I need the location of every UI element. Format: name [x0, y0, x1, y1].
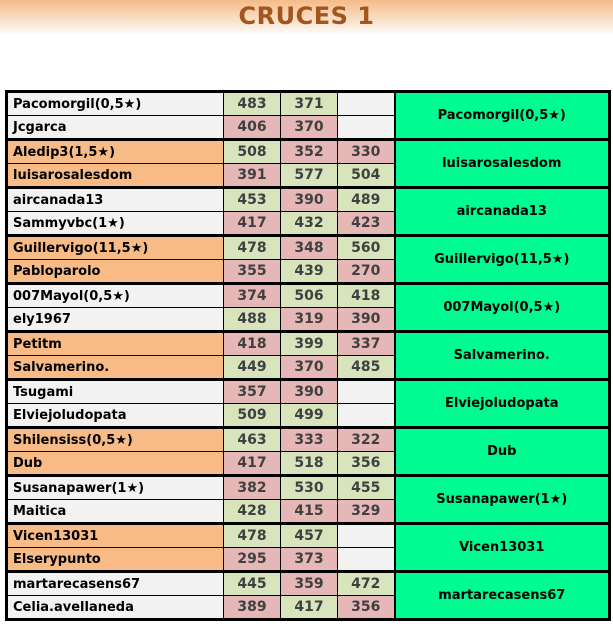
score-cell[interactable]: 457 — [281, 524, 338, 548]
player-row — [7, 332, 610, 356]
score-cell[interactable]: 322 — [338, 428, 395, 452]
score-cell[interactable]: 295 — [224, 548, 281, 572]
score-cell[interactable]: 370 — [281, 356, 338, 380]
score-cell[interactable]: 428 — [224, 500, 281, 524]
score-cell[interactable]: 348 — [281, 236, 338, 260]
cruces-table — [5, 90, 611, 621]
pairs-body — [7, 92, 610, 620]
score-cell[interactable]: 355 — [224, 260, 281, 284]
player-name-cell[interactable]: Dub — [7, 452, 224, 476]
score-cell[interactable]: 359 — [281, 572, 338, 596]
player-name-cell[interactable]: aircanada13 — [7, 188, 224, 212]
score-cell[interactable]: 333 — [281, 428, 338, 452]
score-cell[interactable]: 330 — [338, 140, 395, 164]
player-row — [7, 284, 610, 308]
player-row — [7, 188, 610, 212]
player-name-cell[interactable]: Celia.avellaneda — [7, 596, 224, 620]
score-cell[interactable]: 432 — [281, 212, 338, 236]
player-name-cell[interactable]: Pabloparolo — [7, 260, 224, 284]
score-cell[interactable]: 489 — [338, 188, 395, 212]
player-name-cell[interactable]: Guillervigo(11,5★) — [7, 236, 224, 260]
player-name-cell[interactable]: Sammyvbc(1★) — [7, 212, 224, 236]
empty-score-cell[interactable] — [338, 380, 395, 404]
player-name-cell[interactable]: martarecasens67 — [7, 572, 224, 596]
score-cell[interactable]: 390 — [338, 308, 395, 332]
empty-score-cell[interactable] — [338, 92, 395, 116]
score-cell[interactable]: 499 — [281, 404, 338, 428]
score-cell[interactable]: 488 — [224, 308, 281, 332]
winner-name-cell[interactable]: luisarosalesdom — [395, 140, 610, 188]
score-cell[interactable]: 352 — [281, 140, 338, 164]
title-banner — [0, 0, 613, 34]
player-row — [7, 572, 610, 596]
player-row — [7, 476, 610, 500]
winner-name-cell[interactable]: Guillervigo(11,5★) — [395, 236, 610, 284]
winner-name-cell[interactable]: Pacomorgil(0,5★) — [395, 92, 610, 140]
score-cell[interactable]: 382 — [224, 476, 281, 500]
score-cell[interactable]: 356 — [338, 596, 395, 620]
score-cell[interactable]: 509 — [224, 404, 281, 428]
player-name-cell[interactable]: 007Mayol(0,5★) — [7, 284, 224, 308]
score-cell[interactable]: 530 — [281, 476, 338, 500]
empty-score-cell[interactable] — [338, 116, 395, 140]
score-cell[interactable]: 370 — [281, 116, 338, 140]
score-cell[interactable]: 485 — [338, 356, 395, 380]
player-row — [7, 380, 610, 404]
page-title: CRUCES 1 — [238, 2, 375, 30]
score-cell[interactable]: 373 — [281, 548, 338, 572]
score-cell[interactable]: 418 — [224, 332, 281, 356]
score-cell[interactable]: 415 — [281, 500, 338, 524]
score-cell[interactable]: 518 — [281, 452, 338, 476]
empty-score-cell[interactable] — [338, 404, 395, 428]
score-cell[interactable]: 483 — [224, 92, 281, 116]
score-cell[interactable]: 270 — [338, 260, 395, 284]
empty-score-cell[interactable] — [338, 524, 395, 548]
player-name-cell[interactable]: Maitica — [7, 500, 224, 524]
score-cell[interactable]: 508 — [224, 140, 281, 164]
score-cell[interactable]: 478 — [224, 524, 281, 548]
winner-name-cell[interactable]: Elviejoludopata — [395, 380, 610, 428]
player-name-cell[interactable]: luisarosalesdom — [7, 164, 224, 188]
score-cell[interactable]: 472 — [338, 572, 395, 596]
winner-name-cell[interactable]: Dub — [395, 428, 610, 476]
score-cell[interactable]: 337 — [338, 332, 395, 356]
player-name-cell[interactable]: Jcgarca — [7, 116, 224, 140]
score-cell[interactable]: 399 — [281, 332, 338, 356]
score-cell[interactable]: 371 — [281, 92, 338, 116]
player-row — [7, 524, 610, 548]
player-name-cell[interactable]: Elserypunto — [7, 548, 224, 572]
score-cell[interactable]: 417 — [224, 452, 281, 476]
winner-name-cell[interactable]: Vicen13031 — [395, 524, 610, 572]
player-name-cell[interactable]: Elviejoludopata — [7, 404, 224, 428]
player-name-cell[interactable]: Susanapawer(1★) — [7, 476, 224, 500]
score-cell[interactable]: 560 — [338, 236, 395, 260]
empty-score-cell[interactable] — [338, 548, 395, 572]
player-row — [7, 236, 610, 260]
score-cell[interactable]: 577 — [281, 164, 338, 188]
player-name-cell[interactable]: Tsugami — [7, 380, 224, 404]
player-row — [7, 428, 610, 452]
score-cell[interactable]: 449 — [224, 356, 281, 380]
player-name-cell[interactable]: Pacomorgil(0,5★) — [7, 92, 224, 116]
score-cell[interactable]: 418 — [338, 284, 395, 308]
winner-name-cell[interactable]: Susanapawer(1★) — [395, 476, 610, 524]
player-name-cell[interactable]: Salvamerino. — [7, 356, 224, 380]
score-cell[interactable]: 390 — [281, 380, 338, 404]
player-name-cell[interactable]: Aledip3(1,5★) — [7, 140, 224, 164]
winner-name-cell[interactable]: martarecasens67 — [395, 572, 610, 620]
player-row — [7, 140, 610, 164]
score-cell[interactable]: 506 — [281, 284, 338, 308]
winner-name-cell[interactable]: aircanada13 — [395, 188, 610, 236]
score-cell[interactable]: 463 — [224, 428, 281, 452]
score-cell[interactable]: 406 — [224, 116, 281, 140]
score-cell[interactable]: 417 — [281, 596, 338, 620]
winner-name-cell[interactable]: Salvamerino. — [395, 332, 610, 380]
player-name-cell[interactable]: ely1967 — [7, 308, 224, 332]
score-cell[interactable]: 504 — [338, 164, 395, 188]
winner-name-cell[interactable]: 007Mayol(0,5★) — [395, 284, 610, 332]
score-cell[interactable]: 445 — [224, 572, 281, 596]
player-name-cell[interactable]: Petitm — [7, 332, 224, 356]
score-cell[interactable]: 329 — [338, 500, 395, 524]
score-cell[interactable]: 423 — [338, 212, 395, 236]
score-cell[interactable]: 453 — [224, 188, 281, 212]
score-cell[interactable]: 390 — [281, 188, 338, 212]
score-cell[interactable]: 319 — [281, 308, 338, 332]
player-row — [7, 92, 610, 116]
score-cell[interactable]: 356 — [338, 452, 395, 476]
score-cell[interactable]: 439 — [281, 260, 338, 284]
score-cell[interactable]: 389 — [224, 596, 281, 620]
score-cell[interactable]: 455 — [338, 476, 395, 500]
score-cell[interactable]: 374 — [224, 284, 281, 308]
score-cell[interactable]: 357 — [224, 380, 281, 404]
player-name-cell[interactable]: Shilensiss(0,5★) — [7, 428, 224, 452]
score-cell[interactable]: 391 — [224, 164, 281, 188]
score-cell[interactable]: 478 — [224, 236, 281, 260]
score-cell[interactable]: 417 — [224, 212, 281, 236]
player-name-cell[interactable]: Vicen13031 — [7, 524, 224, 548]
